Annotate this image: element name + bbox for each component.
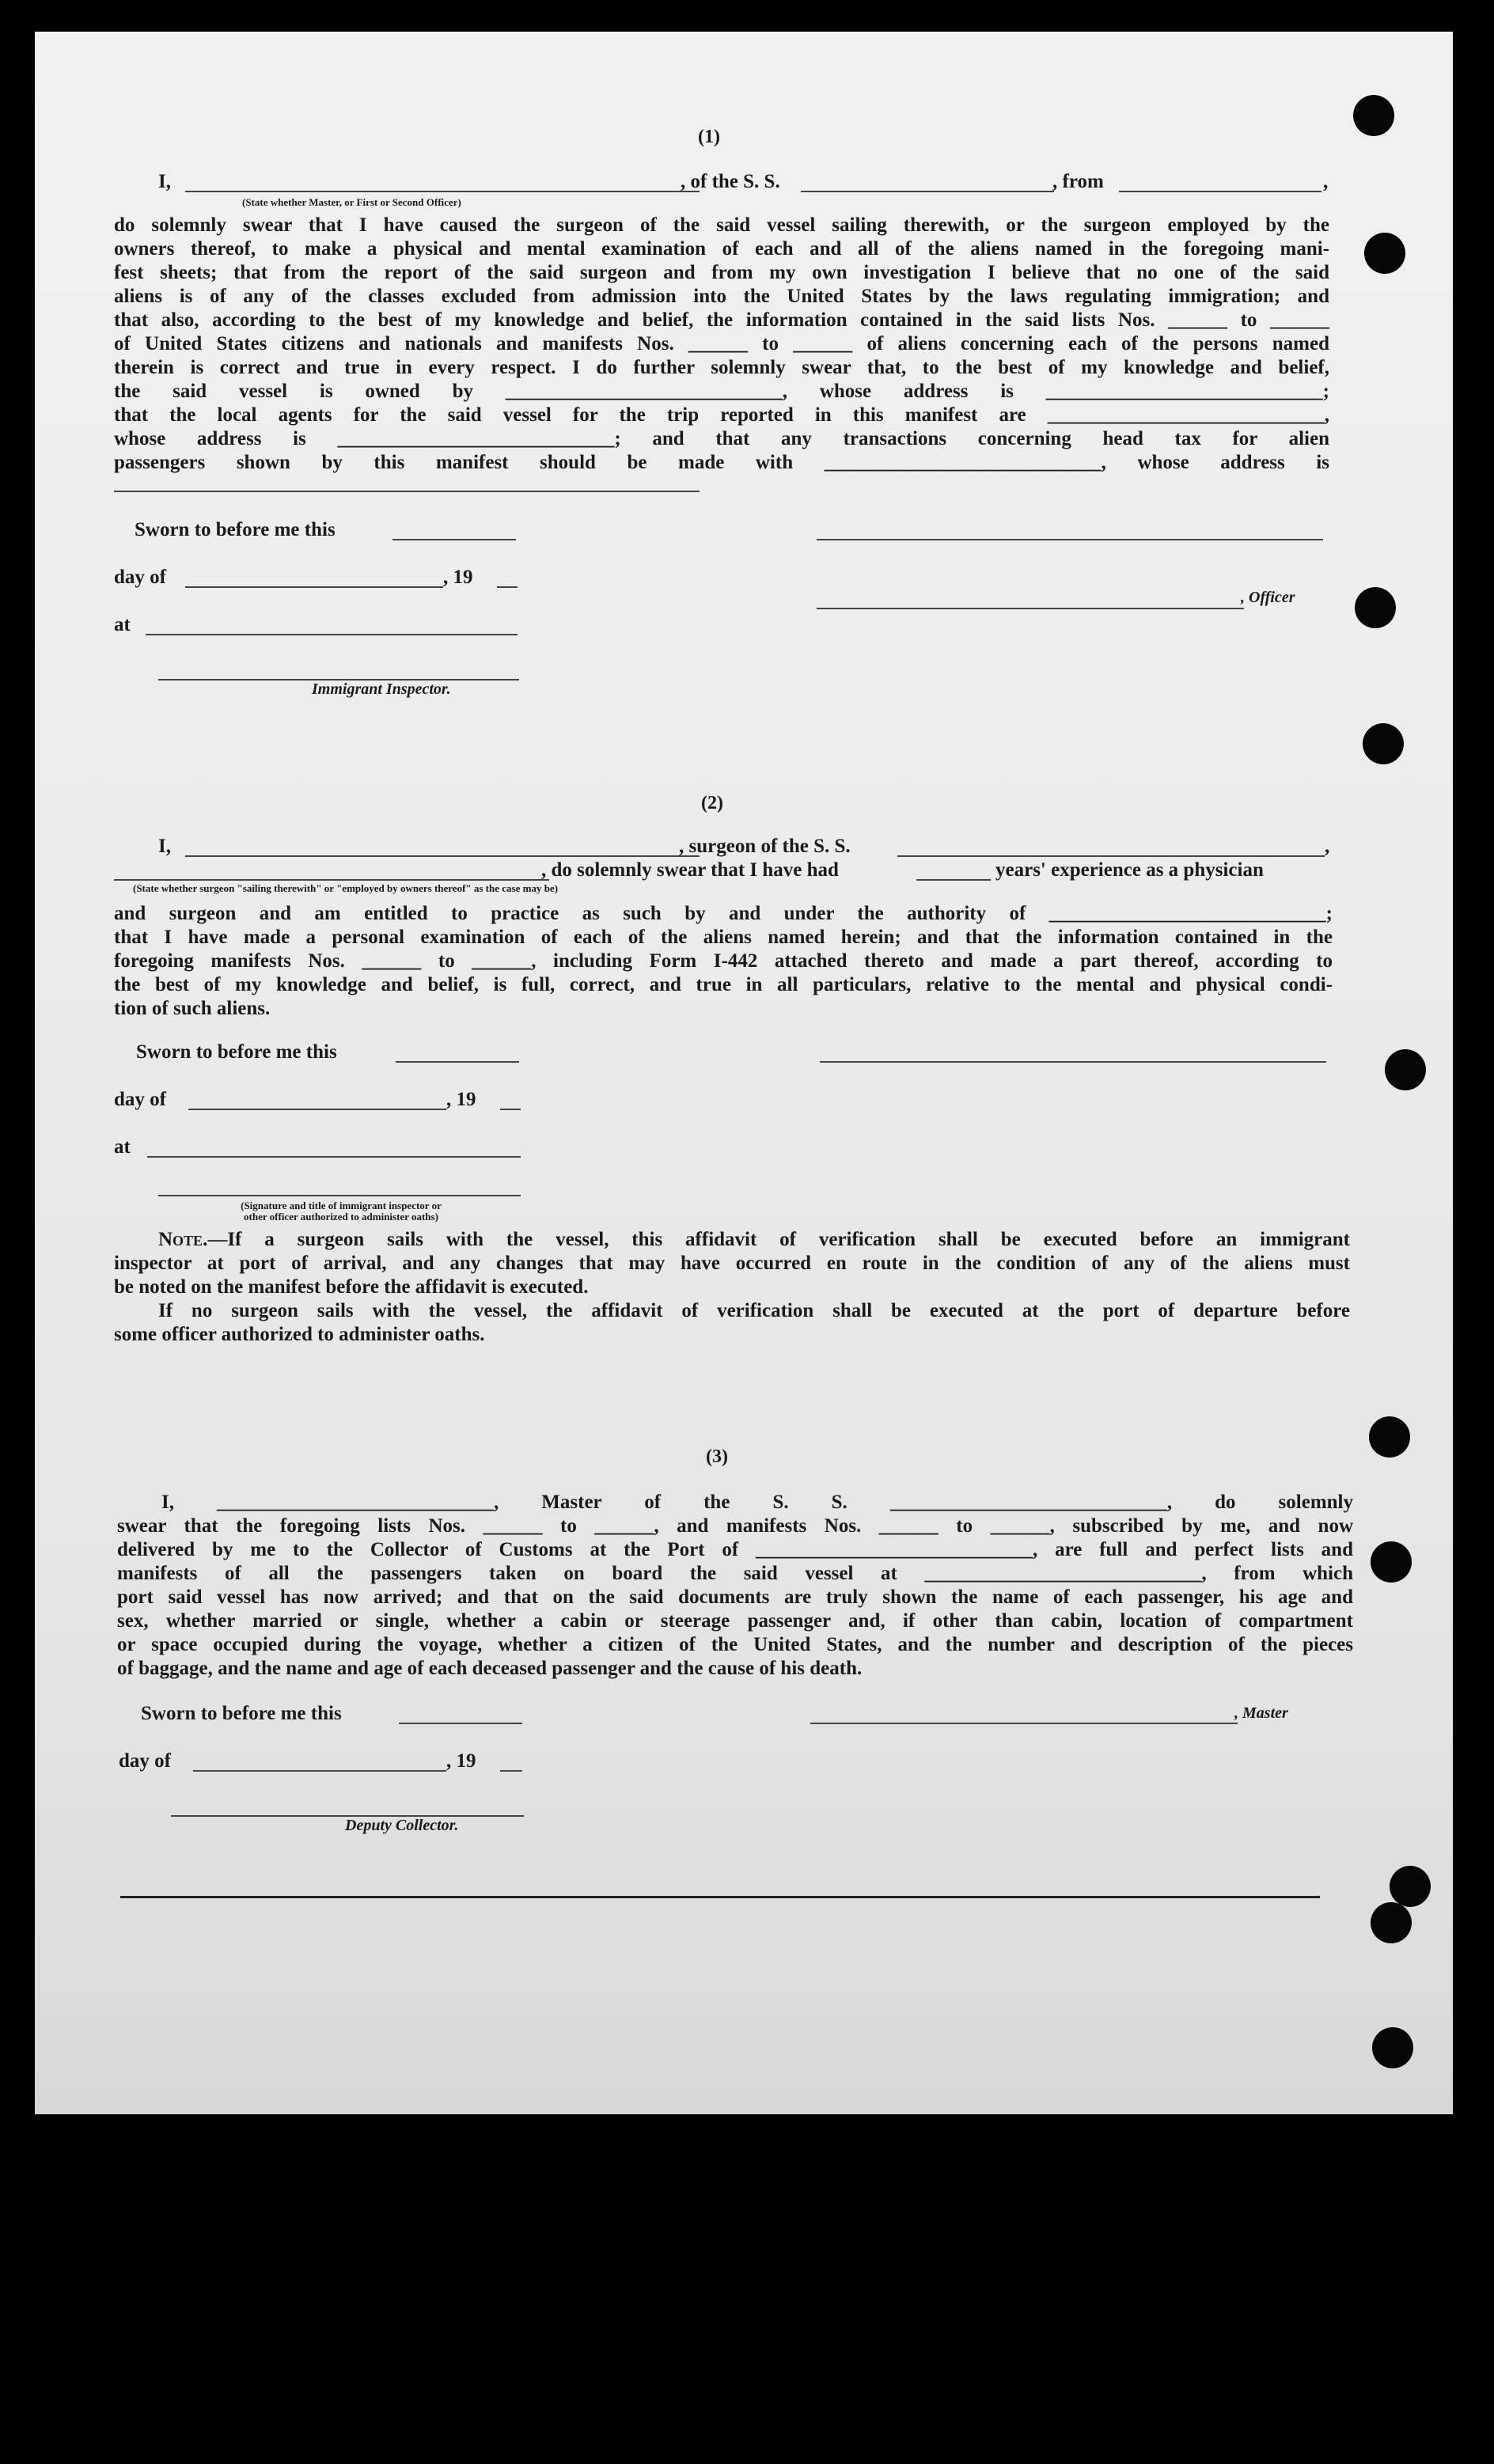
section2-sworn-date-line: [396, 1061, 519, 1063]
section2-para-line: the best of my knowledge and belief, is full, correct, and true in all particulars, relative to the mental and physical condi-: [114, 974, 1333, 995]
section1-para-line: passengers shown by this manifest should be made with ____________________________, whose address is: [114, 452, 1329, 473]
section1-para-line: fest sheets; that from the report of the said surgeon and from my own investigation I believe that no one of the said: [114, 262, 1329, 283]
section2-day-of-line: [188, 1109, 446, 1110]
punch-hole: [1385, 1049, 1426, 1090]
years-experience-line: [916, 879, 991, 881]
note-line: If no surgeon sails with the vessel, the affidavit of verification shall be executed at the port of departure before: [158, 1300, 1350, 1321]
section3-heading: (3): [706, 1446, 728, 1467]
section2-day-of-label: day of: [114, 1089, 166, 1110]
section3-day-of-label: day of: [119, 1750, 171, 1772]
section2-i-label: I,: [158, 836, 171, 857]
day-of-line: [185, 586, 443, 588]
form-page: [35, 32, 1453, 2114]
note-label: Note.: [158, 1229, 208, 1250]
note-line: some officer authorized to administer oaths.: [114, 1324, 485, 1345]
section3-para-line: of baggage, and the name and age of each deceased passenger and the cause of his death.: [117, 1658, 863, 1679]
section3-day-of-line: [193, 1770, 446, 1772]
section2-para-line: tion of such aliens.: [114, 998, 271, 1019]
section2-para-line: that I have made a personal examination of each of the aliens named herein; and that the information contained in the: [114, 927, 1333, 948]
section3-para-line: I, ____________________________, Master of the S. S. ____________________________, do solemnly: [161, 1492, 1353, 1513]
section3-para-line: manifests of all the passengers taken on board the said vessel at ____________________________, from which: [117, 1563, 1353, 1584]
vessel-name-line: [801, 191, 1054, 192]
section2-years-label: years' experience as a physician: [995, 859, 1264, 881]
section3-year-line: [500, 1770, 522, 1772]
section1-para-line: that the local agents for the said vessel for the trip reported in this manifest are ____________________________,: [114, 404, 1329, 426]
section2-status-note: (State whether surgeon "sailing therewith" or "employed by owners thereof" as the case may be): [133, 882, 559, 894]
immigrant-inspector-label: Immigrant Inspector.: [312, 680, 451, 698]
section2-at-line: [147, 1156, 521, 1158]
note-line: be noted on the manifest before the affidavit is executed.: [114, 1276, 589, 1298]
punch-hole: [1353, 95, 1394, 136]
section3-para-line: swear that the foregoing lists Nos. ______ to ______, and manifests Nos. ______ to ______, subscribed by me, and now: [117, 1515, 1353, 1537]
section1-i-label: I,: [158, 171, 171, 192]
section2-officer-signature-line: [158, 1195, 521, 1196]
surgeon-signature-line: [820, 1061, 1326, 1063]
section2-heading: (2): [701, 793, 723, 813]
section2-oath-paragraph: [114, 902, 1333, 1021]
punch-hole: [1363, 723, 1404, 764]
section1-para-line: owners thereof, to make a physical and mental examination of each and all of the aliens named in the foregoing mani-: [114, 238, 1329, 260]
section1-at-label: at: [114, 614, 131, 635]
master-name-line: [185, 191, 700, 192]
section1-para-line: that also, according to the best of my knowledge and belief, the information contained in the said lists Nos. ______ to ______: [114, 309, 1329, 331]
from-port-line: [1119, 191, 1321, 192]
section3-para-line: sex, whether married or single, whether a cabin or steerage passenger and, if other than cabin, location of compartment: [117, 1610, 1353, 1632]
section1-day-of-label: day of: [114, 567, 166, 588]
deputy-collector-label: Deputy Collector.: [345, 1817, 459, 1834]
master-signature-line: [810, 1723, 1238, 1724]
section1-para-line: of United States citizens and nationals and manifests Nos. ______ to ______ of aliens concerning each of the persons named: [114, 333, 1329, 354]
address-continuation-line: [114, 491, 700, 492]
section2-para-line: foregoing manifests Nos. ______ to ______, including Form I-442 attached thereto and made a part thereof, according to: [114, 950, 1333, 972]
section3-oath-paragraph: [117, 1491, 1353, 1681]
punch-hole: [1364, 233, 1405, 274]
section1-heading: (1): [698, 127, 720, 147]
punch-hole: [1390, 1866, 1431, 1907]
section1-comma: ,: [1323, 171, 1329, 192]
note-line: inspector at port of arrival, and any changes that may have occurred en route in the condition of any of the aliens must: [114, 1253, 1350, 1274]
bottom-divider: [120, 1896, 1320, 1898]
section2-year-label: , 19: [446, 1089, 476, 1110]
punch-hole: [1371, 1541, 1412, 1583]
section1-sworn-label: Sworn to before me this: [135, 519, 336, 540]
section2-signature-note-2: other officer authorized to administer oaths): [244, 1211, 438, 1223]
section1-officer-note: (State whether Master, or First or Second Officer): [242, 196, 461, 208]
section1-oath-paragraph: [114, 214, 1329, 475]
section1-para-line: whose address is ____________________________; and that any transactions concerning head tax for alien: [114, 428, 1329, 449]
section3-para-line: delivered by me to the Collector of Customs at the Port of ____________________________, are full and perfect lists and: [117, 1539, 1353, 1560]
section1-para-line: aliens is of any of the classes excluded from admission into the United States by the laws regulating immigration; and: [114, 286, 1329, 307]
officer-label: , Officer: [1241, 589, 1295, 606]
year-line: [497, 586, 518, 588]
section3-sworn-date-line: [399, 1723, 522, 1724]
section2-surgeon-ss-label: , surgeon of the S. S.: [679, 836, 851, 857]
section2-at-label: at: [114, 1136, 131, 1158]
section2-swear-label: , do solemnly swear that I have had: [541, 859, 839, 881]
at-place-line: [146, 634, 518, 635]
section2-signature-note-1: (Signature and title of immigrant inspector or: [241, 1200, 442, 1211]
section3-para-line: or space occupied during the voyage, whether a citizen of the United States, and the number and description of the pieces: [117, 1634, 1353, 1655]
punch-hole: [1369, 1416, 1410, 1458]
section3-sworn-label: Sworn to before me this: [141, 1703, 342, 1724]
section2-vessel-line: [897, 855, 1325, 857]
note-text: —If a surgeon sails with the vessel, this affidavit of verification shall be executed before an immigrant: [207, 1229, 1350, 1250]
sworn-date-line: [392, 539, 516, 540]
section1-para-line: the said vessel is owned by ____________________________, whose address is ____________________________;: [114, 381, 1329, 402]
surgeon-name-line: [185, 855, 700, 857]
section3-para-line: port said vessel has now arrived; and that on the said documents are truly shown the name of each passenger, his age and: [117, 1586, 1353, 1608]
punch-hole: [1372, 2027, 1413, 2068]
section2-note: [114, 1228, 1350, 1347]
note-line: [114, 1228, 1350, 1252]
section1-of-ss-label: , of the S. S.: [681, 171, 780, 192]
section1-year-label: , 19: [443, 567, 473, 588]
punch-hole: [1355, 587, 1396, 628]
officer-signature-line: [817, 608, 1244, 609]
surgeon-status-line: [114, 879, 549, 881]
section2-sworn-label: Sworn to before me this: [136, 1041, 337, 1063]
section3-year-label: , 19: [446, 1750, 476, 1772]
punch-hole: [1371, 1902, 1412, 1943]
section2-comma: ,: [1325, 836, 1330, 857]
section1-from-label: , from: [1052, 171, 1104, 192]
section2-para-line: and surgeon and am entitled to practice as such by and under the authority of ____________________________;: [114, 903, 1333, 924]
section1-para-line: therein is correct and true in every respect. I do further solemnly swear that, to the best of my knowledge and belief,: [114, 357, 1329, 378]
master-label: , Master: [1234, 1704, 1288, 1722]
section1-para-line: do solemnly swear that I have caused the surgeon of the said vessel sailing therewith, or the surgeon employed by the: [114, 214, 1329, 236]
signature-line: [817, 539, 1323, 540]
section2-year-line: [500, 1109, 521, 1110]
